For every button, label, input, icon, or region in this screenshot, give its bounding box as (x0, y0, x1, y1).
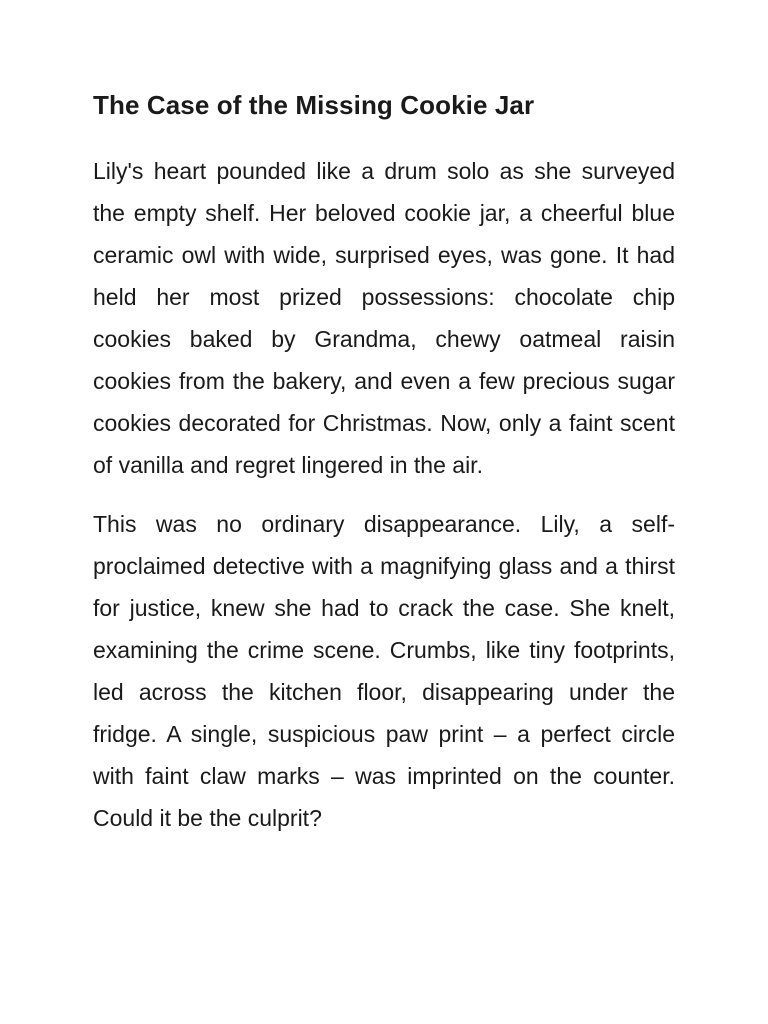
document-body (93, 86, 675, 839)
document-title: The Case of the Missing Cookie Jar (93, 90, 535, 120)
paragraph-1: Lily's heart pounded like a drum solo as she surveyed the empty shelf. Her beloved cookie jar, a cheerful blue ceramic owl with wide, surprised eyes, was gone. It had held her most prized possessions: chocolate chip cookies baked by Grandma, chewy oatmeal raisin cookies from the bakery, and even a few precious sugar cookies decorated for Christmas. Now, only a faint scent of vanilla and regret lingered in the air. (93, 158, 675, 478)
paragraph-2: This was no ordinary disappearance. Lily, a self-proclaimed detective with a magnifying glass and a thirst for justice, knew she had to crack the case. She knelt, examining the crime scene. Crumbs, like tiny footprints, led across the kitchen floor, disappearing under the fridge. A single, suspicious paw print – a perfect circle with faint claw marks – was imprinted on the counter. Could it be the culprit? (93, 511, 675, 831)
